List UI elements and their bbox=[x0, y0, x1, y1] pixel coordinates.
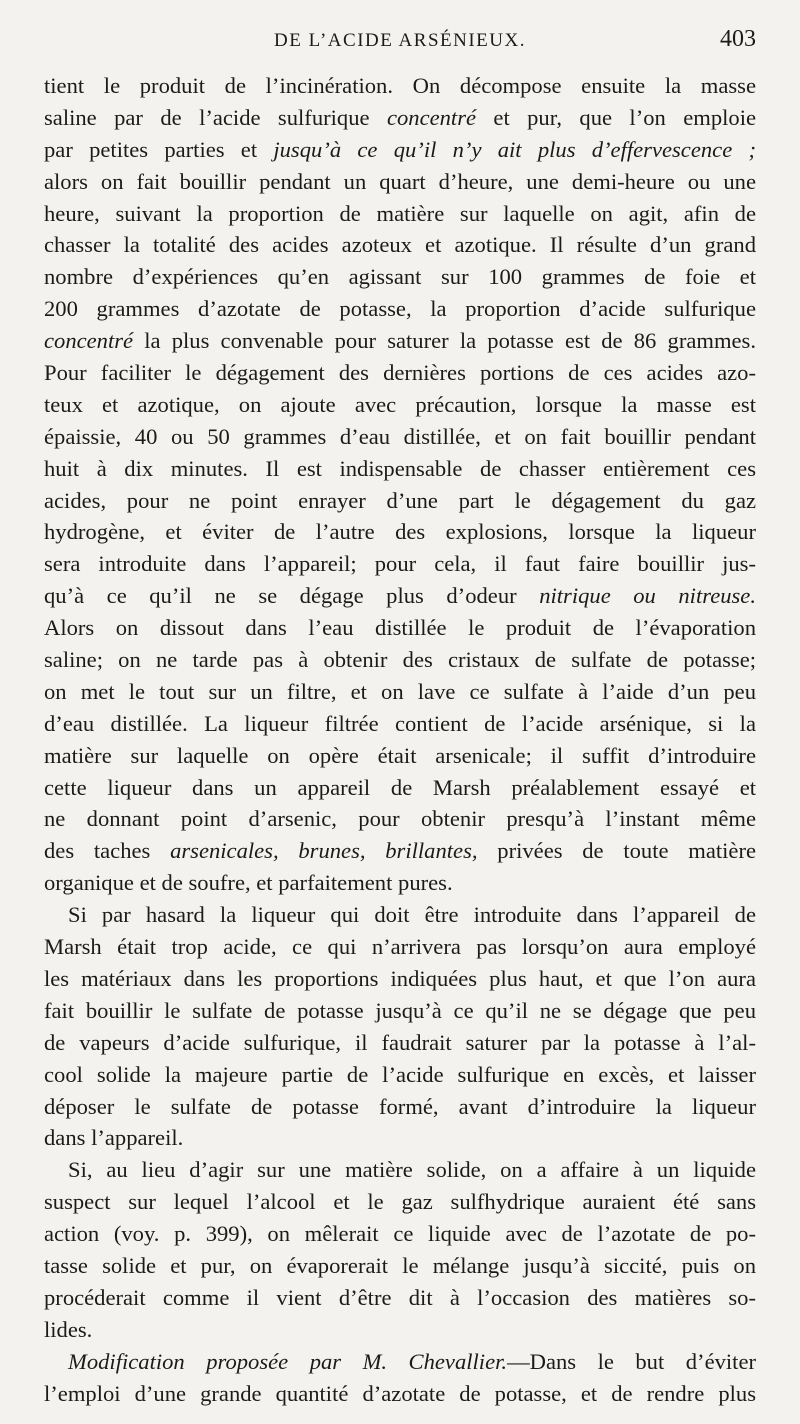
text-line bbox=[44, 1378, 756, 1410]
text-span: saline; on ne tarde pas à obtenir des cristaux de sulfate de potasse; bbox=[44, 647, 756, 673]
text-line bbox=[44, 1282, 756, 1314]
text-span: dans l’appareil. bbox=[44, 1125, 184, 1151]
text-span: privées de toute matière bbox=[477, 838, 756, 864]
italic-text: concentré bbox=[386, 104, 477, 130]
italic-text: Modification proposée par M. Chevallier. bbox=[68, 1348, 508, 1374]
text-span: les matériaux dans les proportions indiquées plus haut, et que l’on aura bbox=[44, 965, 756, 991]
text-line bbox=[44, 899, 756, 931]
text-line bbox=[44, 548, 756, 580]
text-span: teux et azotique, on ajoute avec précaution, lorsque la masse est bbox=[44, 391, 756, 417]
text-line bbox=[44, 803, 756, 835]
text-line bbox=[44, 580, 756, 612]
text-span: chasser la totalité des acides azoteux et azotique. Il résulte d’un grand bbox=[44, 232, 756, 258]
text-span: Pour faciliter le dégagement des dernières portions de ces acides azo- bbox=[44, 360, 756, 386]
text-line bbox=[44, 1346, 756, 1378]
text-line bbox=[44, 70, 756, 102]
text-span: lides. bbox=[44, 1316, 93, 1342]
text-line bbox=[44, 612, 756, 644]
text-span: qu’à ce qu’il ne se dégage plus d’odeur bbox=[44, 583, 540, 609]
text-span: cette liqueur dans un appareil de Marsh préalablement essayé et bbox=[44, 774, 756, 800]
text-line bbox=[44, 102, 756, 134]
italic-text: arsenicales, brunes, brillantes, bbox=[170, 838, 478, 864]
text-span: on met le tout sur un filtre, et on lave ce sulfate à l’aide d’un peu bbox=[44, 678, 756, 704]
text-line bbox=[44, 931, 756, 963]
text-span: tasse solide et pur, on évaporerait le mélange jusqu’à siccité, puis on bbox=[44, 1252, 756, 1278]
text-line bbox=[44, 835, 756, 867]
text-span: huit à dix minutes. Il est indispensable de chasser entièrement ces bbox=[44, 455, 756, 481]
text-span: saline par de l’acide sulfurique bbox=[44, 104, 387, 130]
text-line bbox=[44, 708, 756, 740]
text-span: nombre d’expériences qu’en agissant sur 100 grammes de foie et bbox=[44, 264, 756, 290]
running-head bbox=[44, 26, 756, 64]
text-line bbox=[44, 676, 756, 708]
text-span: acides, pour ne point enrayer d’une part le dégagement du gaz bbox=[44, 487, 756, 513]
body-text bbox=[44, 70, 756, 1409]
text-line bbox=[44, 1027, 756, 1059]
italic-text: jusqu’à ce qu’il n’y ait plus d’effervescence ; bbox=[273, 136, 756, 162]
text-span: ne donnant point d’arsenic, pour obtenir presqu’à l’instant même bbox=[44, 806, 756, 832]
text-span: de vapeurs d’acide sulfurique, il faudrait saturer par la potasse à l’al- bbox=[44, 1029, 756, 1055]
text-line bbox=[44, 1122, 756, 1154]
text-span: déposer le sulfate de potasse formé, avant d’introduire la liqueur bbox=[44, 1093, 756, 1119]
text-span: suspect sur lequel l’alcool et le gaz sulfhydrique auraient été sans bbox=[44, 1189, 756, 1215]
text-line bbox=[44, 772, 756, 804]
text-span: épaissie, 40 ou 50 grammes d’eau distillée, et on fait bouillir pendant bbox=[44, 423, 756, 449]
page-number: 403 bbox=[720, 26, 756, 52]
text-span: matière sur laquelle on opère était arsenicale; il suffit d’introduire bbox=[44, 742, 756, 768]
text-span: Si, au lieu d’agir sur une matière solide, on a affaire à un liquide bbox=[68, 1157, 756, 1183]
text-span: d’eau distillée. La liqueur filtrée contient de l’acide arsénique, si la bbox=[44, 710, 756, 736]
text-line bbox=[44, 1091, 756, 1123]
text-span: et pur, que l’on emploie bbox=[476, 104, 756, 130]
text-span: action (voy. p. 399), on mêlerait ce liquide avec de l’azotate de po- bbox=[44, 1221, 756, 1247]
text-span: —Dans le but d’éviter bbox=[507, 1348, 756, 1374]
text-span: la plus convenable pour saturer la potasse est de 86 grammes. bbox=[133, 328, 756, 354]
text-span: fait bouillir le sulfate de potasse jusqu’à ce qu’il ne se dégage que peu bbox=[44, 997, 756, 1023]
text-line bbox=[44, 166, 756, 198]
text-line bbox=[44, 644, 756, 676]
text-line bbox=[44, 740, 756, 772]
text-span: organique et de soufre, et parfaitement pures. bbox=[44, 870, 453, 896]
text-line bbox=[44, 995, 756, 1027]
text-line bbox=[44, 453, 756, 485]
text-span: procéderait comme il vient d’être dit à l’occasion des matières so- bbox=[44, 1284, 756, 1310]
text-line bbox=[44, 293, 756, 325]
text-span: alors on fait bouillir pendant un quart d’heure, une demi-heure ou une bbox=[44, 168, 756, 194]
text-line bbox=[44, 134, 756, 166]
text-line bbox=[44, 485, 756, 517]
text-line bbox=[44, 1186, 756, 1218]
text-span: cool solide la majeure partie de l’acide sulfurique en excès, et laisser bbox=[44, 1061, 756, 1087]
italic-text: concentré bbox=[44, 328, 134, 354]
text-line bbox=[44, 229, 756, 261]
text-span: l’emploi d’une grande quantité d’azotate de potasse, et de rendre plus bbox=[44, 1380, 756, 1406]
text-span: par petites parties et bbox=[44, 136, 274, 162]
text-span: 200 grammes d’azotate de potasse, la proportion d’acide sulfurique bbox=[44, 296, 756, 322]
text-span: Si par hasard la liqueur qui doit être introduite dans l’appareil de bbox=[68, 902, 756, 928]
text-span: hydrogène, et éviter de l’autre des explosions, lorsque la liqueur bbox=[44, 519, 756, 545]
text-line bbox=[44, 1154, 756, 1186]
text-line bbox=[44, 1314, 756, 1346]
text-line bbox=[44, 357, 756, 389]
text-line bbox=[44, 516, 756, 548]
text-line bbox=[44, 421, 756, 453]
running-title: DE L’ACIDE ARSÉNIEUX. bbox=[274, 30, 526, 51]
text-line bbox=[44, 389, 756, 421]
text-span: tient le produit de l’incinération. On décompose ensuite la masse bbox=[44, 73, 756, 98]
text-span: sera introduite dans l’appareil; pour cela, il faut faire bouillir jus- bbox=[44, 551, 756, 577]
text-line bbox=[44, 1059, 756, 1091]
text-line bbox=[44, 325, 756, 357]
text-span: des taches bbox=[44, 838, 171, 864]
text-span: Alors on dissout dans l’eau distillée le produit de l’évaporation bbox=[44, 615, 756, 641]
text-line bbox=[44, 198, 756, 230]
text-line bbox=[44, 1250, 756, 1282]
text-line bbox=[44, 1218, 756, 1250]
text-line bbox=[44, 261, 756, 293]
italic-text: nitrique ou nitreuse. bbox=[539, 583, 756, 609]
text-line bbox=[44, 867, 756, 899]
text-span: heure, suivant la proportion de matière sur laquelle on agit, afin de bbox=[44, 200, 756, 226]
text-span: Marsh était trop acide, ce qui n’arrivera pas lorsqu’on aura employé bbox=[44, 934, 756, 960]
text-line bbox=[44, 963, 756, 995]
